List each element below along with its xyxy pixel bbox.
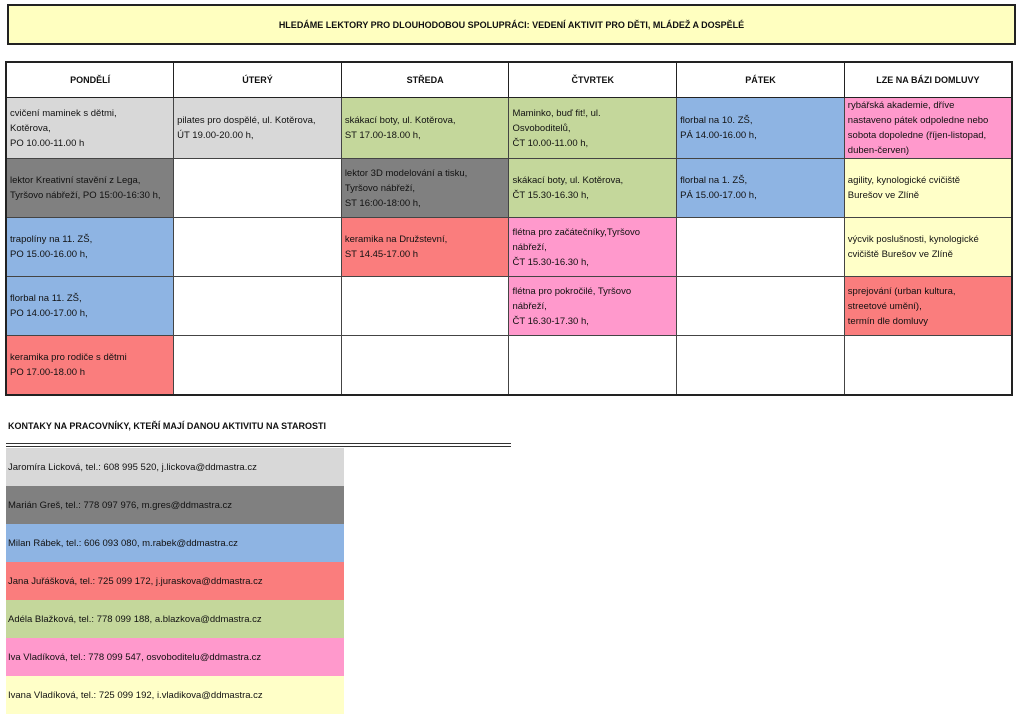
schedule-cell: skákací boty, ul. Kotěrova, ST 17.00-18.00 h, bbox=[341, 98, 509, 159]
schedule-cell bbox=[341, 277, 509, 336]
schedule-table bbox=[5, 61, 1013, 396]
schedule-cell bbox=[174, 218, 342, 277]
schedule-cell: keramika pro rodiče s dětmi PO 17.00-18.00 h bbox=[6, 336, 174, 396]
schedule-cell: flétna pro pokročilé, Tyršovo nábřeží, ČT 16.30-17.30 h, bbox=[509, 277, 677, 336]
schedule-cell: pilates pro dospělé, ul. Kotěrova, ÚT 19.00-20.00 h, bbox=[174, 98, 342, 159]
schedule-cell: flétna pro začátečníky,Tyršovo nábřeží, ČT 15.30-16.30 h, bbox=[509, 218, 677, 277]
contact-item: Jaromíra Licková, tel.: 608 995 520, j.lickova@ddmastra.cz bbox=[6, 448, 344, 486]
header-monday: PONDĚLÍ bbox=[6, 62, 174, 98]
divider bbox=[6, 446, 511, 447]
schedule-cell bbox=[677, 218, 845, 277]
schedule-row bbox=[6, 159, 1012, 218]
schedule-cell: florbal na 10. ZŠ, PÁ 14.00-16.00 h, bbox=[677, 98, 845, 159]
schedule-row bbox=[6, 218, 1012, 277]
contacts-list bbox=[6, 448, 344, 714]
schedule-cell bbox=[509, 336, 677, 396]
schedule-cell bbox=[844, 336, 1012, 396]
schedule-cell: sprejování (urban kultura, streetové umění), termín dle domluvy bbox=[844, 277, 1012, 336]
schedule-cell bbox=[174, 159, 342, 218]
header-by-arrangement: LZE NA BÁZI DOMLUVY bbox=[844, 62, 1012, 98]
schedule-cell: agility, kynologické cvičiště Burešov ve Zlíně bbox=[844, 159, 1012, 218]
schedule-cell: florbal na 1. ZŠ, PÁ 15.00-17.00 h, bbox=[677, 159, 845, 218]
schedule-cell: trapolíny na 11. ZŠ, PO 15.00-16.00 h, bbox=[6, 218, 174, 277]
header-thursday: ČTVRTEK bbox=[509, 62, 677, 98]
schedule-cell bbox=[677, 336, 845, 396]
schedule-cell bbox=[677, 277, 845, 336]
schedule-cell: skákací boty, ul. Kotěrova, ČT 15.30-16.30 h, bbox=[509, 159, 677, 218]
schedule-header-row bbox=[6, 62, 1012, 98]
header-tuesday: ÚTERÝ bbox=[174, 62, 342, 98]
contact-item: Ivana Vladíková, tel.: 725 099 192, i.vladikova@ddmastra.cz bbox=[6, 676, 344, 714]
banner-title: HLEDÁME LEKTORY PRO DLOUHODOBOU SPOLUPRÁCI: VEDENÍ AKTIVIT PRO DĚTI, MLÁDEŽ A DOSPĚLÉ bbox=[278, 19, 745, 30]
contact-item: Jana Juřášková, tel.: 725 099 172, j.juraskova@ddmastra.cz bbox=[6, 562, 344, 600]
schedule-row bbox=[6, 277, 1012, 336]
header-friday: PÁTEK bbox=[677, 62, 845, 98]
schedule-cell bbox=[174, 336, 342, 396]
schedule-cell: lektor Kreativní stavění z Lega, Tyršovo nábřeží, PO 15:00-16:30 h, bbox=[6, 159, 174, 218]
contact-item: Adéla Blažková, tel.: 778 099 188, a.blazkova@ddmastra.cz bbox=[6, 600, 344, 638]
schedule-cell: lektor 3D modelování a tisku, Tyršovo nábřeží, ST 16:00-18:00 h, bbox=[341, 159, 509, 218]
contact-item: Milan Rábek, tel.: 606 093 080, m.rabek@ddmastra.cz bbox=[6, 524, 344, 562]
schedule-cell: výcvik poslušnosti, kynologické cvičiště Burešov ve Zlíně bbox=[844, 218, 1012, 277]
schedule-cell: rybářská akademie, dříve nastaveno pátek odpoledne nebo sobota dopoledne (říjen-listopad, duben-červen) bbox=[844, 98, 1012, 159]
schedule-cell bbox=[174, 277, 342, 336]
schedule-row bbox=[6, 98, 1012, 159]
schedule-cell: cvičení maminek s dětmi, Kotěrova, PO 10.00-11.00 h bbox=[6, 98, 174, 159]
contacts-title: KONTAKY NA PRACOVNÍKY, KTEŘÍ MAJÍ DANOU AKTIVITU NA STAROSTI bbox=[8, 421, 327, 431]
schedule-cell: florbal na 11. ZŠ, PO 14.00-17.00 h, bbox=[6, 277, 174, 336]
schedule-cell bbox=[341, 336, 509, 396]
schedule-cell: Maminko, buď fit!, ul. Osvoboditelů, ČT 10.00-11.00 h, bbox=[509, 98, 677, 159]
page-banner bbox=[7, 4, 1016, 45]
divider bbox=[6, 443, 511, 444]
contact-item: Marián Greš, tel.: 778 097 976, m.gres@ddmastra.cz bbox=[6, 486, 344, 524]
header-wednesday: STŘEDA bbox=[341, 62, 509, 98]
schedule-row bbox=[6, 336, 1012, 396]
schedule-cell: keramika na Družstevní, ST 14.45-17.00 h bbox=[341, 218, 509, 277]
contact-item: Iva Vladíková, tel.: 778 099 547, osvoboditelu@ddmastra.cz bbox=[6, 638, 344, 676]
